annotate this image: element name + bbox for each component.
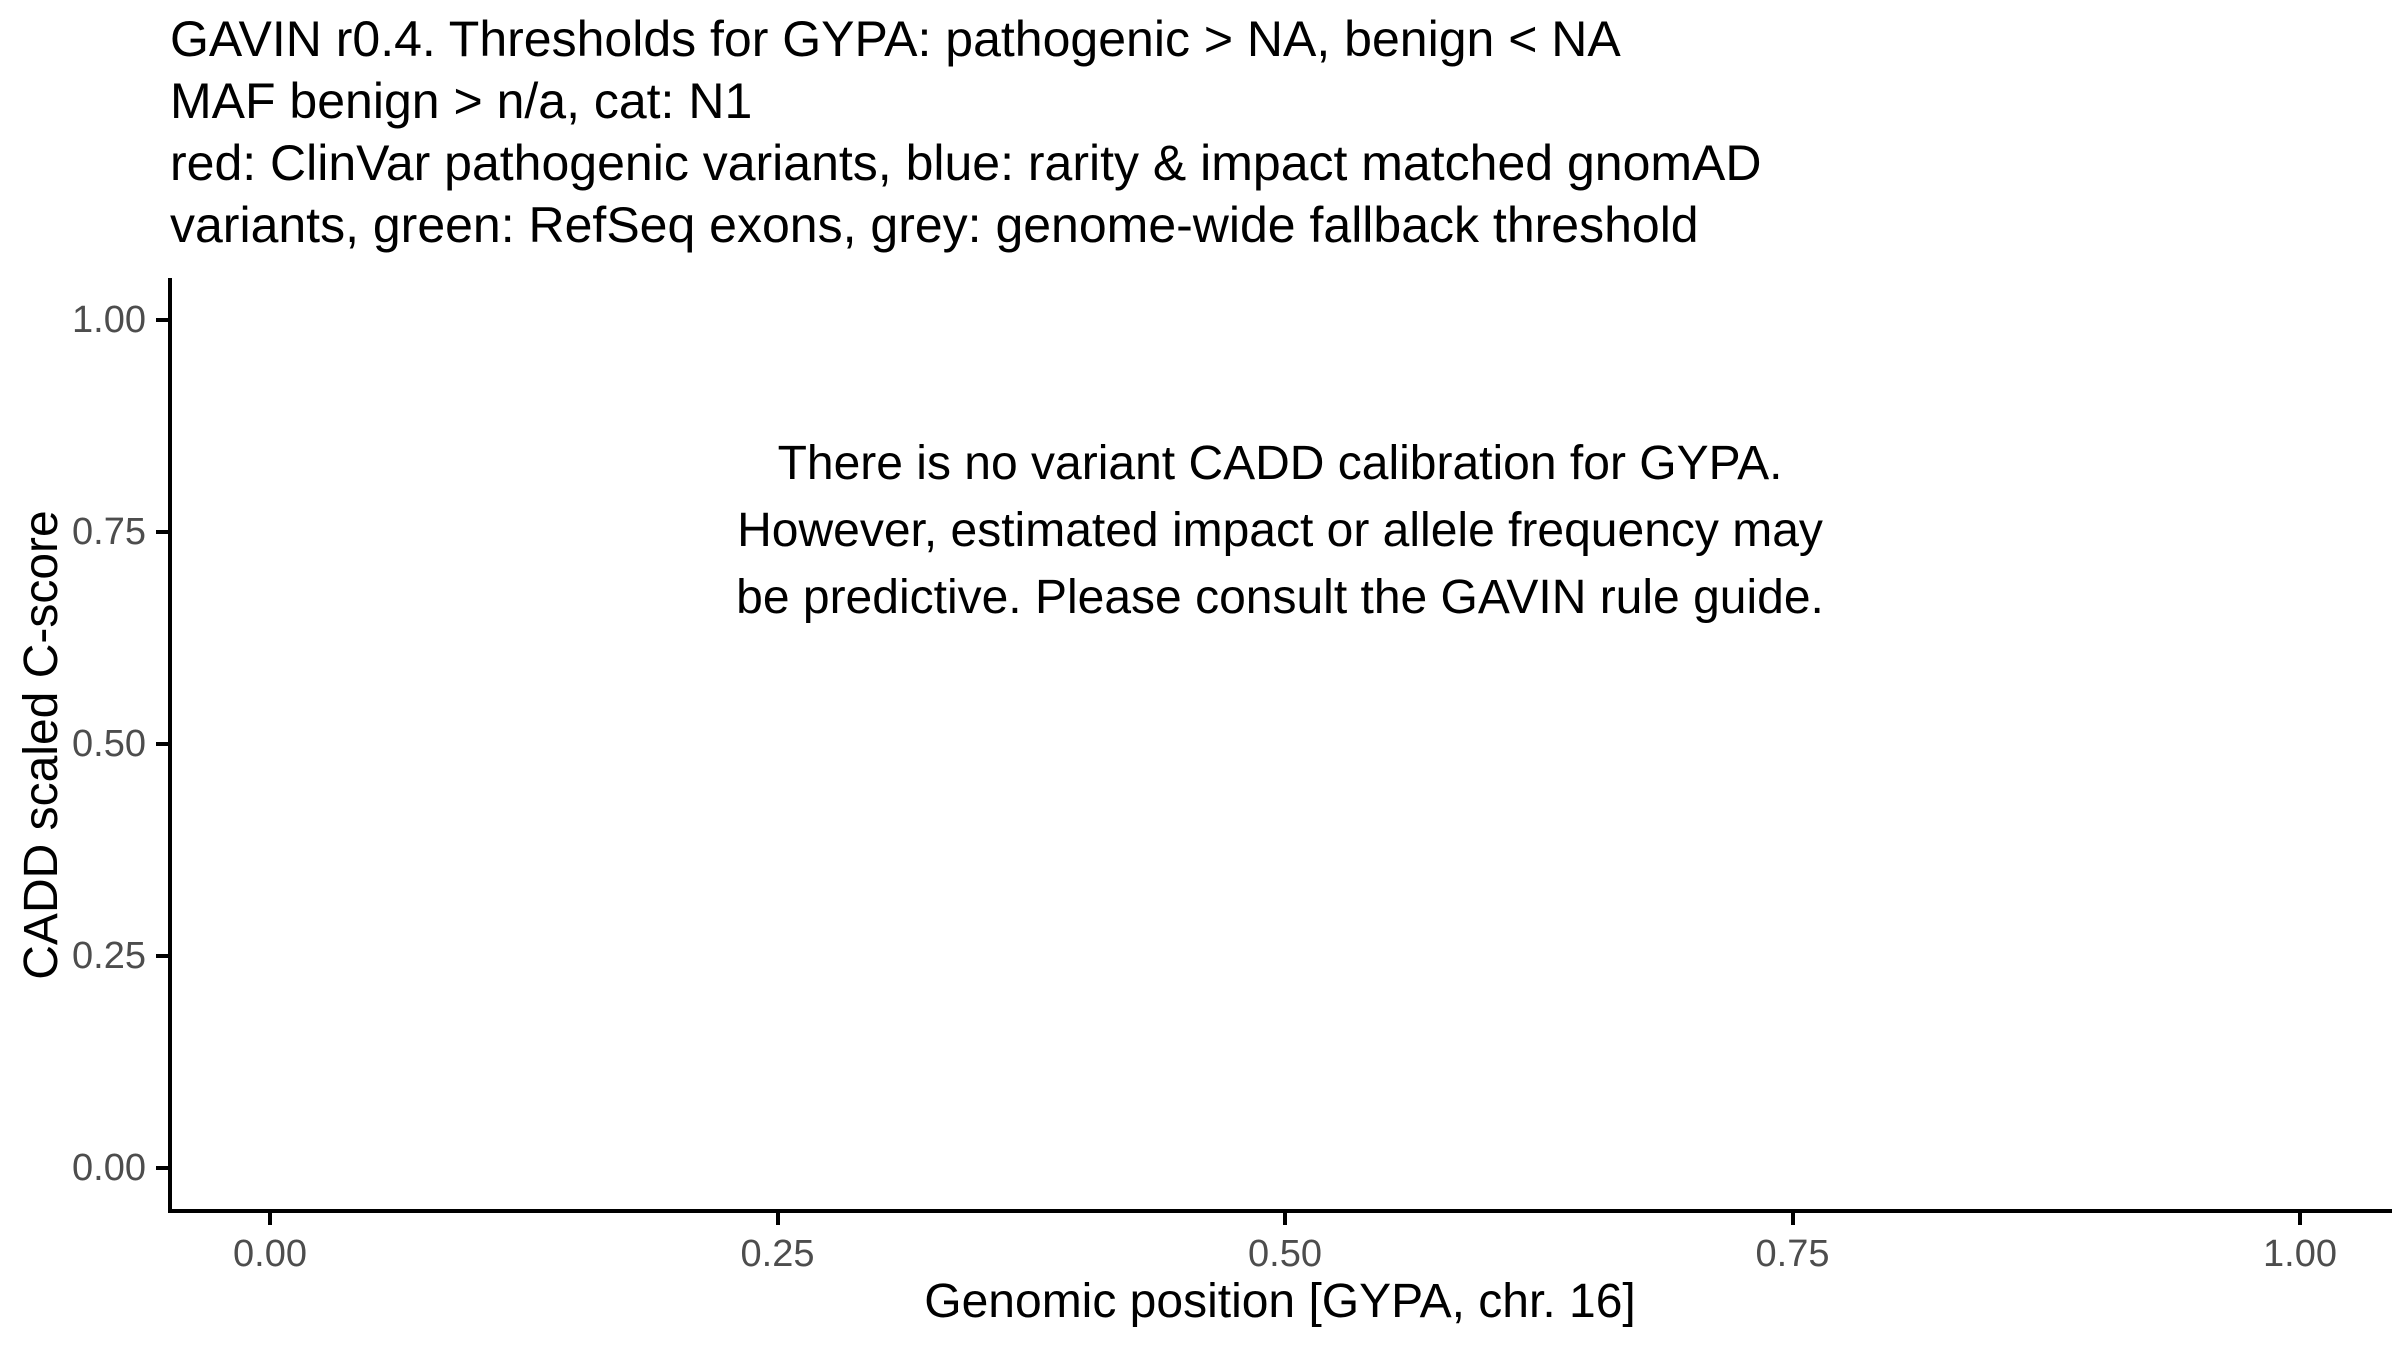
y-tick-mark <box>156 742 168 746</box>
x-tick-label: 0.25 <box>740 1233 815 1275</box>
annotation-line-3: be predictive. Please consult the GAVIN rule guide. <box>736 571 1824 624</box>
annotation-line-1: There is no variant CADD calibration for GYPA. <box>777 437 1783 490</box>
x-tick-mark <box>776 1213 780 1225</box>
plot-title-line-1: GAVIN r0.4. Thresholds for GYPA: pathogenic > NA, benign < NA <box>170 11 1621 67</box>
plot-title-line-3: red: ClinVar pathogenic variants, blue: rarity & impact matched gnomAD <box>170 135 1762 191</box>
y-tick-mark <box>156 530 168 534</box>
y-tick-mark <box>156 954 168 958</box>
x-tick-label: 0.50 <box>1248 1233 1322 1275</box>
plot-title <box>170 8 1761 256</box>
x-axis-title: Genomic position [GYPA, chr. 16] <box>924 1275 1636 1328</box>
y-axis-title: CADD scaled C-score <box>15 510 68 980</box>
x-tick-mark <box>1791 1213 1795 1225</box>
x-tick-mark <box>2298 1213 2302 1225</box>
plot-panel <box>168 278 2392 1213</box>
x-tick-mark <box>268 1213 272 1225</box>
y-tick-label: 1.00 <box>72 299 146 341</box>
x-tick-mark <box>1283 1213 1287 1225</box>
x-tick-label: 1.00 <box>2263 1233 2337 1275</box>
x-tick-label: 0.00 <box>233 1233 307 1275</box>
y-tick-label: 0.00 <box>72 1147 146 1189</box>
y-tick-label: 0.75 <box>72 511 146 553</box>
y-tick-label: 0.50 <box>72 723 146 765</box>
x-tick-label: 0.75 <box>1755 1233 1830 1275</box>
annotation-line-2: However, estimated impact or allele frequency may <box>737 504 1823 557</box>
y-tick-mark <box>156 318 168 322</box>
plot-title-line-4: variants, green: RefSeq exons, grey: genome-wide fallback threshold <box>170 197 1699 253</box>
y-tick-label: 0.25 <box>72 935 146 977</box>
annotation-text <box>736 430 1824 631</box>
plot-title-line-2: MAF benign > n/a, cat: N1 <box>170 73 753 129</box>
y-tick-mark <box>156 1166 168 1170</box>
